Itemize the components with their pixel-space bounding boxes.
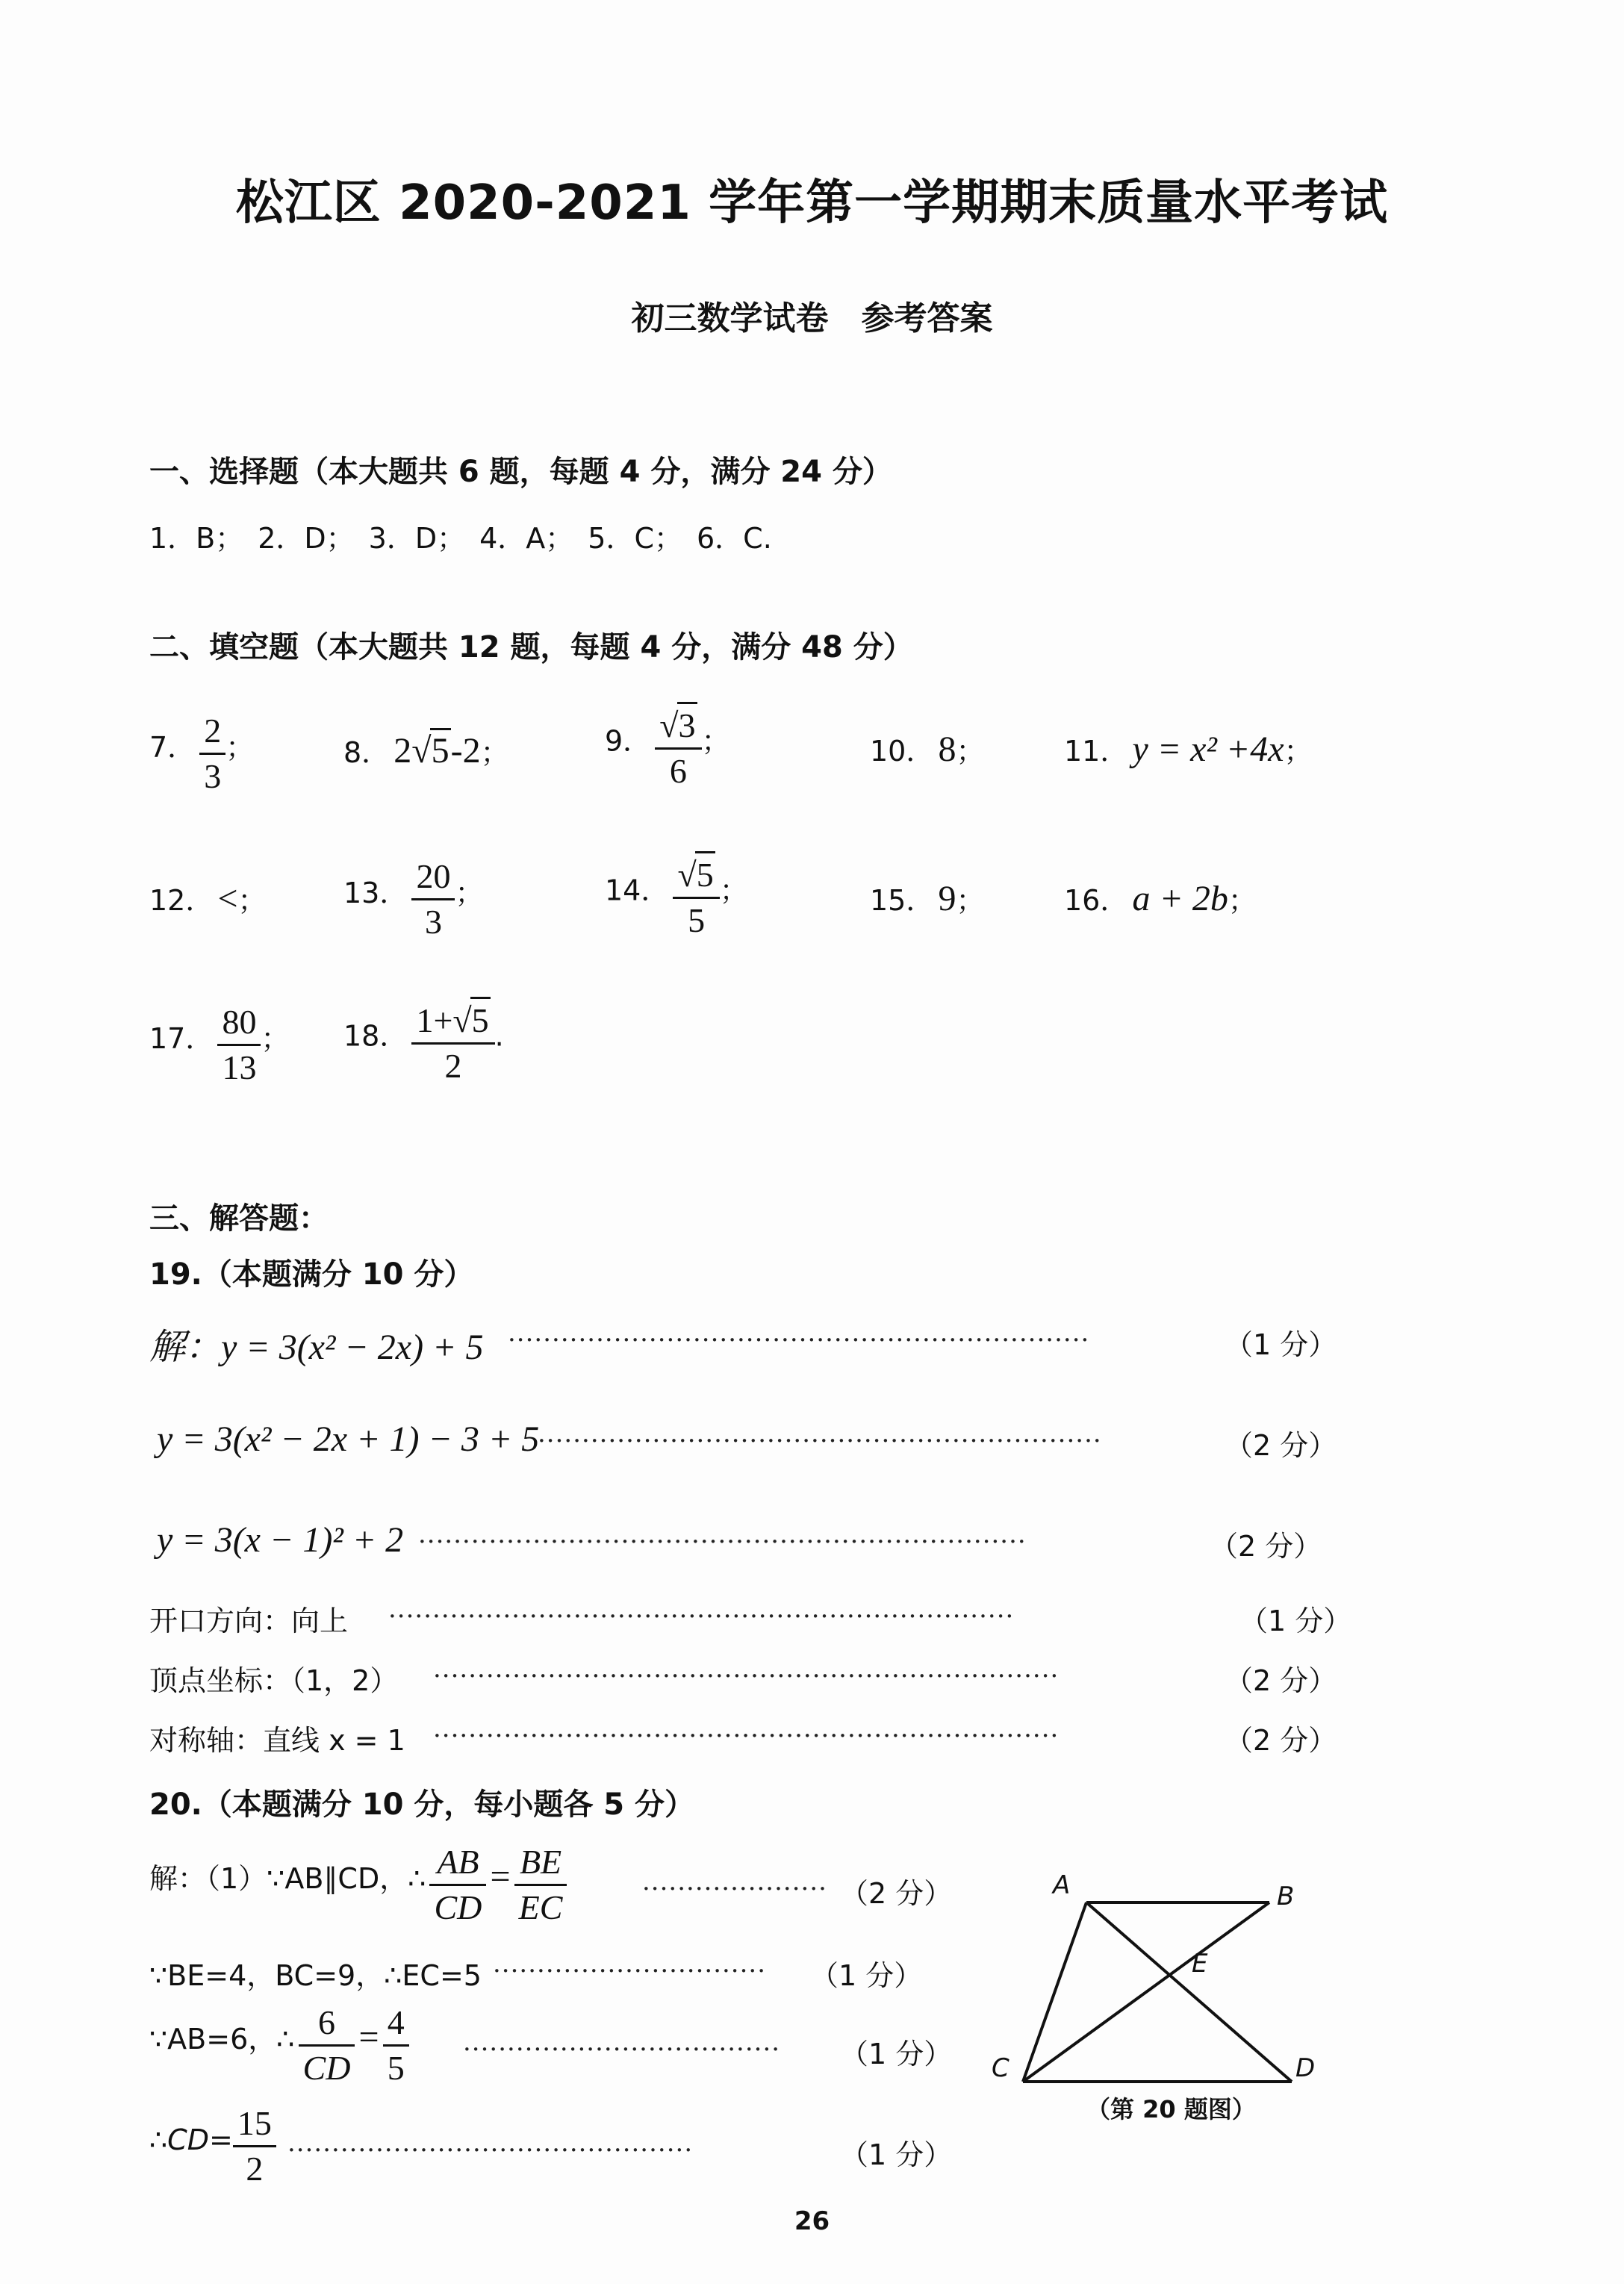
answer-q13: 13． $\frac{20}{3}$ ； (343, 855, 483, 944)
q19-score-1: （1 分） (1225, 1328, 1337, 1361)
answer-q14: 14． $\frac{√5}{5}$ ； (605, 851, 748, 942)
q19-step-1: 解：y = 3(x² − 2x) + 5 (149, 1328, 484, 1367)
point-label-a: A (1053, 1870, 1071, 1900)
answer-q9: 9． $\frac{√3}{6}$ ； (605, 702, 730, 793)
answer-q7: 7． $\frac{2}{3}$ ； (149, 709, 254, 798)
answer-q17: 17． $\frac{80}{13}$ ； (149, 1001, 289, 1089)
q20-line-3: ∵AB=6，∴ $\frac{6}{CD}$ = $\frac{4}{5}$ (149, 2001, 409, 2090)
section2-heading: 二、填空题（本大题共 12 题，每题 4 分，满分 48 分） (149, 630, 913, 665)
section3-heading: 三、解答题： (149, 1201, 329, 1236)
dot-leader: ·············································· (287, 2135, 694, 2165)
answer-q11: 11． y = x² +4x； (1064, 729, 1313, 769)
dot-leader: ······························· (493, 1956, 767, 1986)
q19-score-5: （2 分） (1225, 1664, 1337, 1697)
point-label-c: C (992, 2053, 1009, 2083)
answer-q10: 10． 8； (870, 729, 985, 769)
page-number: 26 (794, 2206, 830, 2236)
q20-line-2: ∵BE=4，BC=9，∴EC=5 (149, 1959, 482, 1992)
answer-q16: 16． a + 2b； (1064, 879, 1257, 918)
dot-leader: ···································· (463, 2035, 781, 2064)
q19-step-4: 开口方向：向上 (149, 1605, 349, 1637)
dot-leader: ·································································· (508, 1325, 1090, 1355)
q19-step-5: 顶点坐标：（1，2） (149, 1664, 399, 1697)
dot-leader: ······································································· (433, 1721, 1060, 1751)
q20-score-4: （1 分） (840, 2138, 953, 2171)
point-label-b: B (1277, 1882, 1295, 1911)
q19-score-6: （2 分） (1225, 1724, 1337, 1757)
point-label-e: E (1192, 1949, 1208, 1979)
q19-score-4: （1 分） (1239, 1605, 1352, 1637)
dot-leader: ····································································· (418, 1527, 1027, 1557)
answer-q8: 8． 2√5-2； (343, 728, 509, 771)
dot-leader: ····················· (642, 1874, 827, 1904)
q19-step-2: y = 3(x² − 2x + 1) − 3 + 5 (157, 1419, 540, 1459)
answer-q15: 15． 9； (870, 879, 985, 918)
point-label-d: D (1295, 2053, 1316, 2083)
segment-bc (1023, 1902, 1269, 2082)
q20-line-1: 解：（1）∵AB∥CD，∴ $\frac{AB}{CD}$ = $\frac{BE}{EC}$ (149, 1840, 567, 1929)
q20-line-4: ∴CD= $\frac{15}{2}$ (149, 2102, 276, 2191)
q19-step-6: 对称轴：直线 x = 1 (149, 1724, 405, 1757)
answer-q12: 12． <； (149, 879, 267, 918)
q20-score-1: （2 分） (840, 1877, 953, 1910)
answer-q18: 18． $\frac{1+√5}{2}$ . (343, 997, 504, 1088)
dot-leader: ································································ (538, 1426, 1102, 1456)
figure-caption: （第 20 题图） (1086, 2095, 1256, 2123)
dot-leader: ······································································· (433, 1661, 1060, 1691)
q20-heading: 20.（本题满分 10 分，每小题各 5 分） (149, 1787, 695, 1822)
q20-score-2: （1 分） (810, 1959, 923, 1992)
section1-heading: 一、选择题（本大题共 6 题，每题 4 分，满分 24 分） (149, 455, 892, 489)
q19-step-3: y = 3(x − 1)² + 2 (157, 1520, 404, 1560)
q19-score-2: （2 分） (1225, 1429, 1337, 1462)
q19-heading: 19.（本题满分 10 分） (149, 1257, 474, 1292)
page-title: 松江区 2020-2021 学年第一学期期末质量水平考试 (235, 175, 1389, 231)
page-subtitle: 初三数学试卷 参考答案 (631, 299, 993, 337)
section1-answers: 1．B； 2．D； 3．D； 4．A； 5．C； 6．C. (149, 522, 772, 555)
segment-ac (1023, 1902, 1086, 2082)
q20-score-3: （1 分） (840, 2038, 953, 2070)
q19-score-3: （2 分） (1210, 1530, 1322, 1563)
segment-ad (1086, 1902, 1292, 2082)
dot-leader: ······································································· (388, 1602, 1015, 1631)
